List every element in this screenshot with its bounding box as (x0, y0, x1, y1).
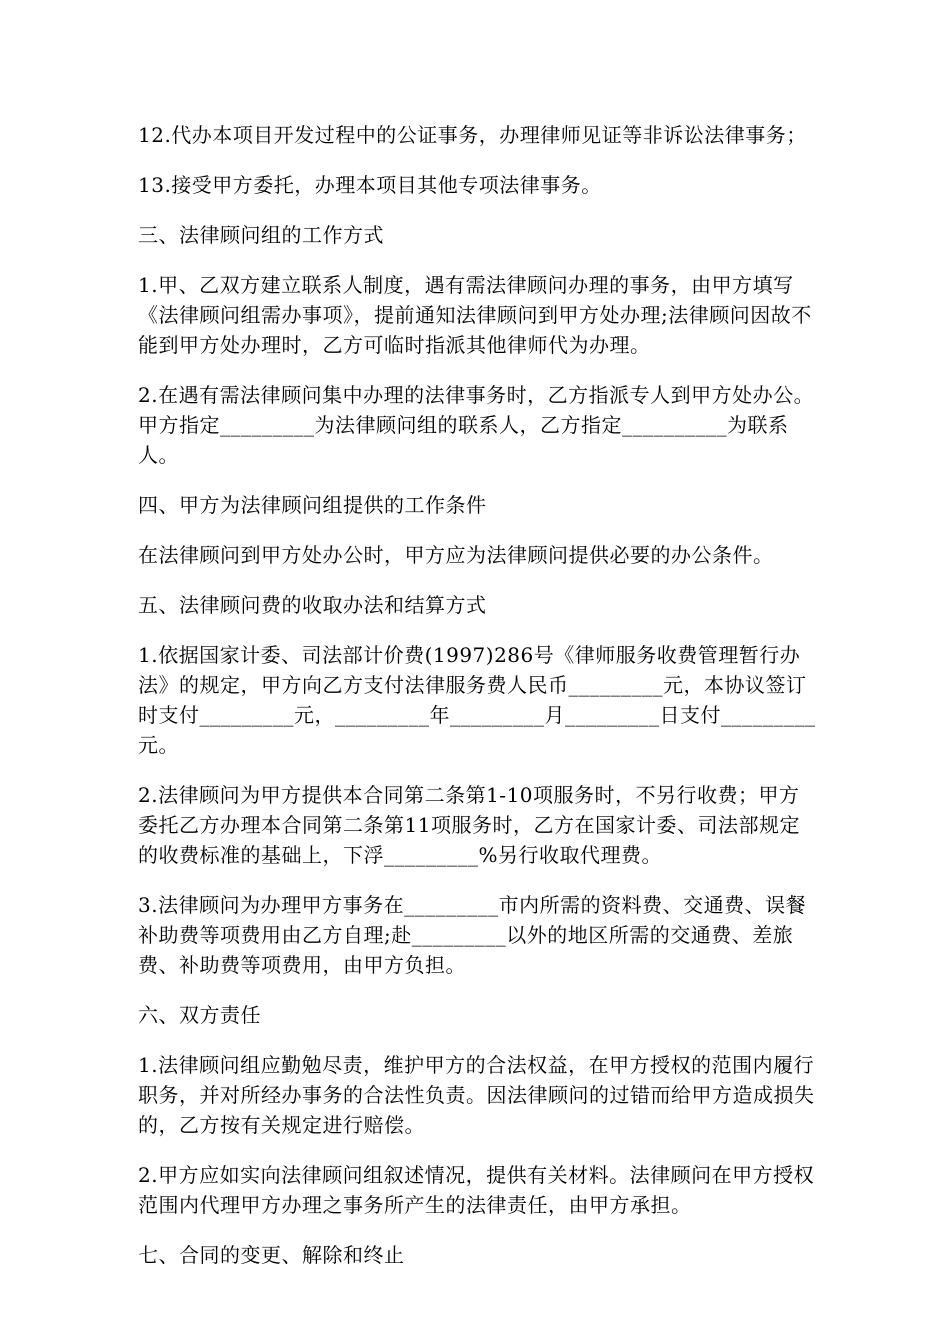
clause-4-body: 在法律顾问到甲方处办公时，甲方应为法律顾问提供必要的办公条件。 (138, 543, 774, 567)
section-6-heading: 六、双方责任 (138, 1003, 261, 1027)
clause-3-1: 1.甲、乙双方建立联系人制度，遇有需法律顾问办理的事务，由甲方填写《法律顾问组需办事项》，提前通知法律顾问到甲方处办理;法律顾问因故不能到甲方处办理时，乙方可临时指派其他律师代为办理。 (138, 273, 812, 357)
document-page (138, 120, 818, 1290)
section-4-heading: 四、甲方为法律顾问组提供的工作条件 (138, 493, 487, 517)
clause-5-3: 3.法律顾问为办理甲方事务在_________市内所需的资料费、交通费、误餐补助费等项费用由乙方自理;赴_________以外的地区所需的交通费、差旅费、补助费等项费用，由甲方负担。 (138, 893, 807, 977)
section-7-heading: 七、合同的变更、解除和终止 (138, 1243, 405, 1267)
clause-5-2: 2.法律顾问为甲方提供本合同第二条第1-10项服务时，不另行收费；甲方委托乙方办理本合同第二条第11项服务时，乙方在国家计委、司法部规定的收费标准的基础上，下浮_________%另行收取代理费。 (138, 783, 800, 867)
clause-3-2: 2.在遇有需法律顾问集中办理的法律事务时，乙方指派专人到甲方处办公。甲方指定_________为法律顾问组的联系人，乙方指定__________为联系人。 (138, 383, 815, 467)
section-5-heading: 五、法律顾问费的收取办法和结算方式 (138, 593, 487, 617)
clause-6-2: 2.甲方应如实向法律顾问组叙述情况，提供有关材料。法律顾问在甲方授权范围内代理甲方办理之事务所产生的法律责任，由甲方承担。 (138, 1163, 815, 1217)
clause-2-12: 12.代办本项目开发过程中的公证事务，办理律师见证等非诉讼法律事务； (138, 123, 807, 147)
clause-2-13: 13.接受甲方委托，办理本项目其他专项法律事务。 (138, 173, 602, 197)
clause-6-1: 1.法律顾问组应勤勉尽责，维护甲方的合法权益，在甲方授权的范围内履行职务，并对所经办事务的合法性负责。因法律顾问的过错而给甲方造成损失的，乙方按有关规定进行赔偿。 (138, 1053, 815, 1137)
section-3-heading: 三、法律顾问组的工作方式 (138, 223, 384, 247)
clause-5-1: 1.依据国家计委、司法部计价费(1997)286号《律师服务收费管理暂行办法》的规定，甲方向乙方支付法律服务费人民币_________元，本协议签订时支付_________元，_________年_________月_________日支付_________元。 (138, 643, 816, 757)
